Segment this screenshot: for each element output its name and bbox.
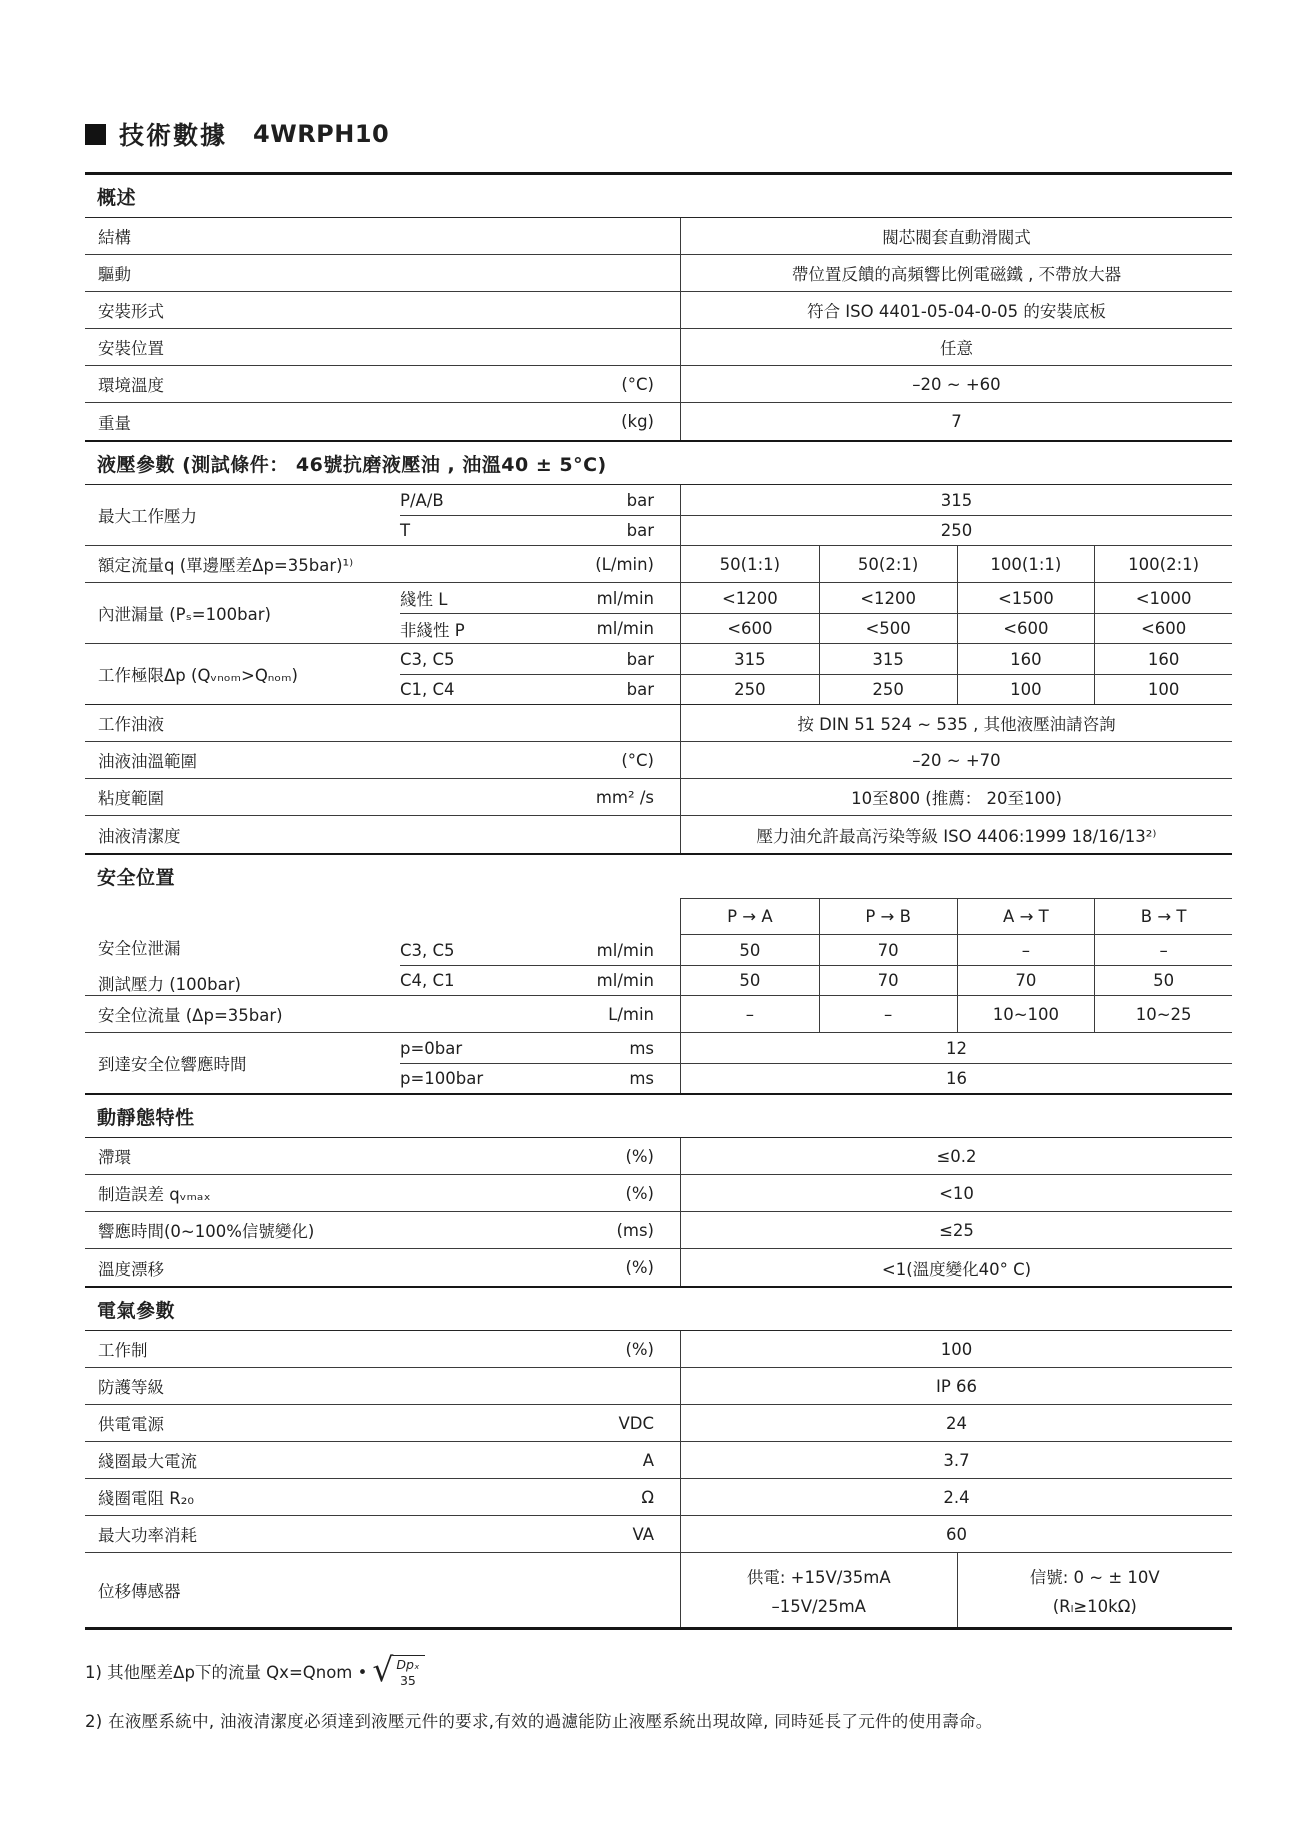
row-values xyxy=(680,329,1232,365)
row-unit: ml/min xyxy=(596,940,654,960)
value-cell: <1(溫度變化40° C) xyxy=(881,1259,1032,1279)
row-values xyxy=(680,1479,1232,1515)
row-label-line: 位移傳感器 xyxy=(98,1582,181,1601)
row-label xyxy=(85,403,530,440)
table-row xyxy=(85,1212,1232,1249)
fraction-numerator: Dpₓ xyxy=(396,1656,420,1672)
value-cell: 50 xyxy=(739,940,761,960)
table-subrow xyxy=(400,583,1232,613)
table-subrow xyxy=(400,644,1232,674)
table-subrow xyxy=(400,515,1232,545)
value-cell: 250 xyxy=(734,680,766,699)
value-cell: <500 xyxy=(819,614,957,643)
value-cell: 315 xyxy=(940,490,973,510)
table-subrow xyxy=(400,485,1232,515)
table-subrow xyxy=(400,1063,1232,1093)
value-cell xyxy=(957,1553,1233,1627)
row-values xyxy=(680,516,1232,545)
row-label xyxy=(85,292,530,328)
row-label-line: 油液清潔度 xyxy=(98,826,181,846)
table-row xyxy=(85,292,1232,329)
row-label-line: 驅動 xyxy=(98,265,131,284)
spec-section xyxy=(85,853,1232,1093)
row-unit xyxy=(530,329,680,365)
row-values xyxy=(680,583,1232,613)
row-values xyxy=(680,966,1232,995)
row-unit: mm² /s xyxy=(595,787,654,807)
table-row xyxy=(85,1138,1232,1175)
value-cell: 帶位置反饋的高頻響比例電磁鐵 , 不帶放大器 xyxy=(791,265,1122,284)
value-cell: B → T xyxy=(1094,899,1232,934)
table-subrow xyxy=(400,965,1232,995)
value-cell: 50 xyxy=(1094,966,1232,995)
row-label-line: 安裝位置 xyxy=(98,339,164,358)
value-cell: 50 xyxy=(739,971,761,990)
row-subrows xyxy=(400,935,1232,995)
value-line: (Rₗ≥10kΩ) xyxy=(1052,1597,1137,1616)
row-label xyxy=(85,1553,530,1627)
row-unit: (°C) xyxy=(621,374,654,394)
value-cell: <1200 xyxy=(819,583,957,613)
table-row xyxy=(85,1249,1232,1286)
value-cell: 12 xyxy=(946,1038,967,1058)
value-line: –15V/25mA xyxy=(771,1597,866,1616)
section-marker-icon xyxy=(85,124,106,145)
footnotes xyxy=(85,1644,1232,1732)
table-row xyxy=(85,1331,1232,1368)
section-title: 電氣參數 xyxy=(85,1288,1232,1331)
row-label xyxy=(85,1212,530,1248)
row-label xyxy=(85,218,530,254)
table-subrow xyxy=(400,1033,1232,1063)
row-sub-label: p=0bar xyxy=(400,1038,463,1058)
row-subrows xyxy=(400,644,1232,704)
row-sub-label: 非綫性 P xyxy=(400,620,465,640)
value-line: 供電: +15V/35mA xyxy=(746,1568,891,1587)
table-row xyxy=(85,546,1232,583)
value-cell: P → A xyxy=(727,907,773,926)
row-unit xyxy=(530,898,680,935)
sqrt-formula xyxy=(372,1649,424,1690)
row-unit: (ms) xyxy=(616,1220,654,1240)
row-label-line: 結構 xyxy=(98,228,131,247)
section-title: 概述 xyxy=(85,175,1232,218)
row-values xyxy=(680,1368,1232,1404)
value-cell: 315 xyxy=(734,649,766,669)
row-unit xyxy=(530,1553,680,1627)
value-cell: 100(1:1) xyxy=(957,546,1095,582)
value-cell: – xyxy=(745,1004,754,1024)
row-label-line: 防護等級 xyxy=(98,1378,164,1397)
row-values xyxy=(680,366,1232,402)
value-cell: – xyxy=(957,935,1095,965)
page-title-text: 技術數據 xyxy=(119,121,228,150)
row-unit: ms xyxy=(629,1038,654,1058)
row-sub-label: C3, C5 xyxy=(400,940,455,960)
table-row xyxy=(85,1033,1232,1093)
footnote-2: 2) 在液壓系統中, 油液清潔度必須達到液壓元件的要求,有效的過濾能防止液壓系統出現故障, 同時延長了元件的使用壽命。 xyxy=(85,1712,993,1731)
value-cell: 70 xyxy=(819,966,957,995)
row-label xyxy=(85,705,530,741)
row-values xyxy=(680,1249,1232,1286)
row-label-line: 最大工作壓力 xyxy=(98,507,197,526)
value-line: 信號: 0 ~ ± 10V xyxy=(1029,1568,1160,1587)
table-row xyxy=(85,1405,1232,1442)
row-unit: bar xyxy=(626,490,654,510)
row-label-line: 綫圈電阻 R₂₀ xyxy=(98,1489,194,1508)
row-values xyxy=(680,546,1232,582)
row-unit: ml/min xyxy=(596,971,654,990)
row-sub-label: T xyxy=(400,521,411,540)
row-label xyxy=(85,996,530,1032)
table-row xyxy=(85,583,1232,644)
value-cell: 50(2:1) xyxy=(819,546,957,582)
value-cell: 50(1:1) xyxy=(719,554,781,574)
value-cell: 160 xyxy=(1094,644,1232,674)
row-unit xyxy=(530,705,680,741)
row-label xyxy=(85,1442,530,1478)
table-row xyxy=(85,705,1232,742)
value-cell: 10至800 (推薦： 20至100) xyxy=(851,789,1062,808)
row-unit xyxy=(530,816,680,853)
value-cell: –20 ~ +70 xyxy=(912,750,1001,770)
row-label-line: 溫度漂移 xyxy=(98,1259,164,1279)
row-label xyxy=(85,329,530,365)
row-unit: (kg) xyxy=(621,412,654,431)
row-label xyxy=(85,898,530,935)
row-values xyxy=(680,996,1232,1032)
row-label xyxy=(85,1516,530,1552)
row-values xyxy=(680,485,1232,515)
row-values xyxy=(680,898,1232,935)
row-sub-label: p=100bar xyxy=(400,1069,484,1088)
row-sub-label: C1, C4 xyxy=(400,680,455,699)
row-unit: A xyxy=(642,1450,654,1470)
value-cell: 閥芯閥套直動滑閥式 xyxy=(882,228,1031,247)
value-cell: 100 xyxy=(957,675,1095,704)
table-row xyxy=(85,644,1232,705)
row-label xyxy=(85,1331,530,1367)
row-label-line: 油液油溫範圍 xyxy=(98,752,197,771)
value-cell: <1000 xyxy=(1094,583,1232,613)
row-subrows xyxy=(400,485,1232,545)
spec-table xyxy=(85,172,1232,1630)
value-cell: 任意 xyxy=(940,339,973,358)
value-cell: 70 xyxy=(957,966,1095,995)
value-cell: – xyxy=(1094,935,1232,965)
row-values xyxy=(680,1033,1232,1063)
value-cell: 16 xyxy=(946,1069,967,1088)
value-cell xyxy=(681,1553,957,1627)
value-cell: 3.7 xyxy=(943,1450,970,1470)
table-row xyxy=(85,898,1232,935)
value-cell: <10 xyxy=(939,1183,974,1203)
row-label-line: 工作極限Δp (Qᵥₙₒₘ>Qₙₒₘ) xyxy=(98,666,298,685)
row-label-line: 安裝形式 xyxy=(98,302,164,321)
value-cell: 100 xyxy=(1094,675,1232,704)
section-title: 安全位置 xyxy=(97,867,176,889)
page-title xyxy=(85,116,1232,152)
table-row xyxy=(85,1442,1232,1479)
value-cell: 壓力油允許最高污染等級 ISO 4406:1999 18/16/13²⁾ xyxy=(756,826,1157,846)
row-values xyxy=(680,1064,1232,1093)
row-values xyxy=(680,255,1232,291)
row-unit xyxy=(530,218,680,254)
row-label xyxy=(85,583,400,643)
row-label-line: 粘度範圍 xyxy=(98,789,164,808)
radical-sign: √ xyxy=(372,1649,394,1689)
row-label-line: 響應時間(0~100%信號變化) xyxy=(98,1222,315,1241)
row-sub-label: C3, C5 xyxy=(400,649,455,669)
row-label-line: 工作油液 xyxy=(98,715,164,734)
row-label-line: 環境溫度 xyxy=(98,376,164,395)
row-label xyxy=(85,255,530,291)
value-cell: <1500 xyxy=(957,583,1095,613)
row-values xyxy=(680,1553,1232,1627)
row-label-line: 安全位泄漏 xyxy=(98,939,181,958)
row-sub-label: P/A/B xyxy=(400,490,444,510)
row-unit: VDC xyxy=(618,1413,654,1433)
row-label-line: 供電電源 xyxy=(98,1415,164,1434)
row-values xyxy=(680,292,1232,328)
row-values xyxy=(680,1212,1232,1248)
table-row xyxy=(85,1553,1232,1627)
row-label xyxy=(85,1138,530,1174)
spec-section xyxy=(85,440,1232,853)
table-row xyxy=(85,1516,1232,1553)
value-cell: 符合 ISO 4401-05-04-0-05 的安裝底板 xyxy=(807,302,1106,321)
row-label-line: 工作制 xyxy=(98,1341,148,1360)
value-cell: ≤25 xyxy=(939,1220,974,1240)
row-label-line: 滯環 xyxy=(98,1148,131,1167)
row-values xyxy=(680,816,1232,853)
row-label xyxy=(85,1405,530,1441)
row-label-line: 安全位流量 (Δp=35bar) xyxy=(98,1006,283,1025)
spec-section xyxy=(85,175,1232,440)
row-label xyxy=(85,1368,530,1404)
row-values xyxy=(680,644,1232,674)
row-unit: (%) xyxy=(625,1183,654,1203)
row-label xyxy=(85,1033,400,1093)
row-unit: L/min xyxy=(608,1004,654,1024)
row-unit xyxy=(530,292,680,328)
row-values xyxy=(680,742,1232,778)
row-unit: (%) xyxy=(625,1258,654,1277)
row-unit: bar xyxy=(626,649,654,669)
row-unit: ml/min xyxy=(596,588,654,608)
row-unit xyxy=(530,1368,680,1404)
value-cell: <600 xyxy=(1094,614,1232,643)
row-values xyxy=(680,218,1232,254)
row-label xyxy=(85,742,530,778)
value-cell: – xyxy=(819,996,957,1032)
table-row xyxy=(85,255,1232,292)
row-values xyxy=(680,675,1232,704)
row-values xyxy=(680,1331,1232,1367)
row-unit: (%) xyxy=(625,1339,654,1359)
footnote-1 xyxy=(85,1644,1232,1698)
row-values xyxy=(680,779,1232,815)
model-number: 4WRPH10 xyxy=(253,120,390,148)
value-cell: ≤0.2 xyxy=(936,1146,977,1166)
row-subrows xyxy=(400,583,1232,643)
row-unit: ms xyxy=(629,1069,654,1088)
row-unit: (L/min) xyxy=(595,554,654,574)
row-label-line: 測試壓力 (100bar) xyxy=(98,975,241,994)
row-values xyxy=(680,1516,1232,1552)
table-subrow xyxy=(400,935,1232,965)
value-cell: 2.4 xyxy=(943,1487,970,1507)
row-values xyxy=(680,1175,1232,1211)
fraction xyxy=(393,1655,424,1690)
table-row xyxy=(85,779,1232,816)
row-label-line: 到達安全位響應時間 xyxy=(98,1055,247,1074)
value-cell: IP 66 xyxy=(935,1376,978,1396)
footnote-1-text: 1) 其他壓差Δp下的流量 Qx=Qnom • xyxy=(85,1663,368,1682)
value-cell: 250 xyxy=(940,521,973,540)
row-label xyxy=(85,546,530,582)
table-subrow xyxy=(400,613,1232,643)
row-label xyxy=(85,366,530,402)
row-label xyxy=(85,1175,530,1211)
section-title: 動靜態特性 xyxy=(85,1095,1232,1138)
value-cell: 70 xyxy=(819,935,957,965)
row-unit: bar xyxy=(626,680,654,699)
table-row xyxy=(85,816,1232,853)
table-row xyxy=(85,329,1232,366)
value-cell: 160 xyxy=(957,644,1095,674)
row-subrows xyxy=(400,1033,1232,1093)
row-label-line: 額定流量q (單邊壓差Δp=35bar)¹⁾ xyxy=(98,556,354,575)
table-row xyxy=(85,1479,1232,1516)
table-row xyxy=(85,935,1232,996)
spec-section xyxy=(85,1093,1232,1286)
row-label-line: 制造誤差 qᵥₘₐₓ xyxy=(98,1185,211,1204)
spec-section xyxy=(85,1286,1232,1627)
value-cell: 315 xyxy=(819,644,957,674)
row-sub-label: 綫性 L xyxy=(400,590,448,609)
row-label-line: 重量 xyxy=(98,413,131,433)
row-unit: (%) xyxy=(625,1146,654,1166)
table-row xyxy=(85,996,1232,1033)
row-values xyxy=(680,614,1232,643)
row-values xyxy=(680,1442,1232,1478)
row-label xyxy=(85,644,400,704)
value-cell: 250 xyxy=(819,675,957,704)
row-values xyxy=(680,705,1232,741)
table-row xyxy=(85,742,1232,779)
value-cell: P → B xyxy=(819,899,957,934)
row-sub-label: C4, C1 xyxy=(400,971,455,990)
row-unit: Ω xyxy=(641,1487,654,1507)
value-cell: 60 xyxy=(946,1524,967,1544)
row-unit: VA xyxy=(632,1524,654,1544)
table-subrow xyxy=(400,674,1232,704)
value-cell: 7 xyxy=(951,412,962,431)
table-row xyxy=(85,366,1232,403)
row-unit: bar xyxy=(626,521,654,540)
row-label xyxy=(85,485,400,545)
row-values xyxy=(680,935,1232,965)
row-values xyxy=(680,403,1232,440)
row-values xyxy=(680,1405,1232,1441)
row-label xyxy=(85,1249,530,1286)
table-row xyxy=(85,218,1232,255)
row-label-line: 最大功率消耗 xyxy=(98,1526,197,1545)
value-cell: A → T xyxy=(957,899,1095,934)
value-cell: <1200 xyxy=(721,588,778,608)
row-unit: ml/min xyxy=(596,619,654,638)
value-cell: <600 xyxy=(727,619,773,638)
row-values xyxy=(680,1138,1232,1174)
value-cell: 100(2:1) xyxy=(1094,546,1232,582)
value-cell: <600 xyxy=(957,614,1095,643)
row-label xyxy=(85,816,530,853)
table-row xyxy=(85,1368,1232,1405)
value-cell: 24 xyxy=(946,1413,967,1433)
row-label xyxy=(85,935,400,995)
row-label-line: 綫圈最大電流 xyxy=(98,1452,197,1471)
value-cell: 100 xyxy=(940,1339,973,1359)
value-cell: 按 DIN 51 524 ~ 535 , 其他液壓油請咨詢 xyxy=(797,715,1116,734)
section-title: 液壓參數 (測試條件： 46號抗磨液壓油 , 油溫40 ± 5°C) xyxy=(85,442,1232,485)
value-cell: 10~100 xyxy=(957,996,1095,1032)
row-label xyxy=(85,779,530,815)
value-cell: 10~25 xyxy=(1094,996,1232,1032)
table-row xyxy=(85,403,1232,440)
row-label xyxy=(85,1479,530,1515)
row-label-line: 內泄漏量 (Pₛ=100bar) xyxy=(98,605,271,624)
table-row xyxy=(85,1175,1232,1212)
value-cell: –20 ~ +60 xyxy=(912,374,1001,394)
fraction-denominator: 35 xyxy=(399,1673,416,1688)
row-unit xyxy=(530,255,680,291)
row-unit: (°C) xyxy=(621,750,654,770)
table-row xyxy=(85,485,1232,546)
